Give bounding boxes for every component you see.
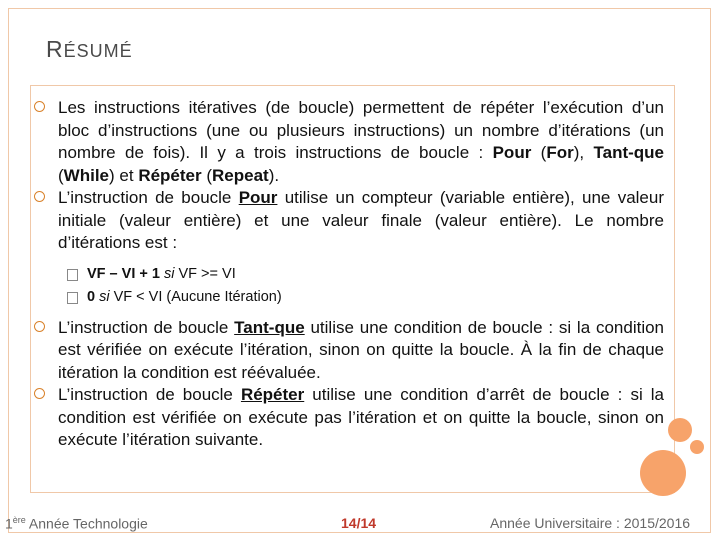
sub-bullet-zero-iterations <box>34 286 664 309</box>
circle-bullet-icon <box>34 191 45 202</box>
circle-bullet-icon <box>34 101 45 112</box>
keyword-pour: Pour <box>492 143 532 162</box>
footer-ordinal-suffix: ère <box>12 515 26 525</box>
si-word: si <box>99 288 110 305</box>
title-rest: ÉSUMÉ <box>63 41 133 61</box>
keyword-tant-que-underlined: Tant-que <box>234 317 305 337</box>
slide-title <box>46 36 133 63</box>
bullet-text: ). <box>268 165 280 185</box>
footer-academic-year: Année Universitaire : 2015/2016 <box>490 515 691 531</box>
condition-text: VF >= VI <box>174 265 236 282</box>
title-initial: R <box>46 36 64 62</box>
decorative-circle-icon <box>668 418 692 442</box>
keyword-tant-que: Tant-que <box>593 143 665 162</box>
decorative-circle-icon <box>690 440 704 454</box>
bullet-text: utilise une condition de boucle : si la condition est vérifiée on exécute l’itération, sinon on quitte la boucle. À la fin de chaque itération la condition est réévaluée. <box>58 317 665 382</box>
checkbox-bullet-icon <box>67 292 78 304</box>
keyword-pour-underlined: Pour <box>238 188 278 207</box>
decorative-circle-icon <box>640 450 686 496</box>
bullet-text: L’instruction de boucle <box>58 317 235 337</box>
condition-text: VF < VI (Aucune Itération) <box>109 288 282 305</box>
footer-year-number: 1 <box>5 515 13 532</box>
bullet-text: ( <box>58 165 64 185</box>
bullet-text: ( <box>531 143 547 162</box>
bullet-text: ) et <box>109 165 139 185</box>
bullet-iterative-instructions <box>34 97 664 187</box>
checkbox-bullet-icon <box>67 269 78 281</box>
bullet-text: ( <box>201 165 213 185</box>
footer-course-text: Année Technologie <box>25 515 148 532</box>
page-number: 14/14 <box>341 515 377 531</box>
bullet-text: ), <box>573 143 594 162</box>
bullet-text: utilise une condition d’arrêt de boucle : si la condition est vérifiée on exécute pas l’itération et on quitte la boucle, sinon on exécute l’itération suivante. <box>58 385 664 449</box>
si-word: si <box>163 265 175 282</box>
bullet-text: utilise un compteur (variable entière), une valeur initiale (valeur entière) et une valeur finale (valeur entière). Le nombre d’itérations est : <box>58 188 664 252</box>
formula: VF – VI + 1 <box>87 265 160 282</box>
bullet-text: Les instructions itératives (de boucle) permettent de répéter l’exécution d’un bloc d’instructions (une ou plusieurs instructions) un nombre d’itérations (un nombre de fois). Il y a trois instructions de boucle : <box>58 98 664 162</box>
keyword-repeat: Repeat <box>212 165 269 185</box>
formula: 0 <box>87 288 96 305</box>
bullet-repeter-loop <box>34 384 664 452</box>
keyword-for: For <box>546 143 574 162</box>
keyword-repeter-underlined: Répéter <box>240 385 305 404</box>
footer-course-label <box>5 515 148 532</box>
keyword-repeter: Répéter <box>138 165 202 185</box>
bullet-tant-que-loop <box>34 317 664 385</box>
keyword-while: While <box>63 165 110 185</box>
slide-content <box>34 97 664 452</box>
bullet-text: L’instruction de boucle <box>58 385 241 404</box>
circle-bullet-icon <box>34 321 45 332</box>
bullet-pour-loop <box>34 187 664 255</box>
circle-bullet-icon <box>34 388 45 399</box>
sub-bullet-iteration-count <box>34 263 664 286</box>
bullet-text: L’instruction de boucle <box>58 188 239 207</box>
